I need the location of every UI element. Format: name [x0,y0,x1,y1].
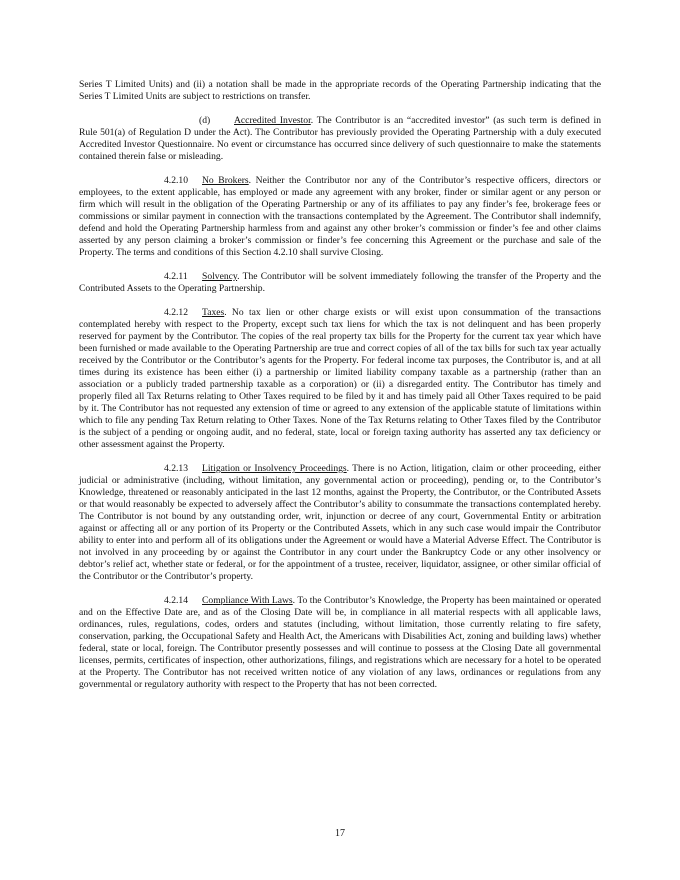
paragraph-4-2-12 [79,307,601,451]
section-heading: Taxes [202,307,225,318]
paragraph-4-2-11 [79,271,601,295]
section-text: . To the Contributor’s Knowledge, the Property has been maintained or operated and on the Effective Date are, and as of the Closing Date will be, in compliance in all material respects with all applicable laws, ordinances, rules, regulations, codes, orders and statutes (including, without limitation, those currently relating to fire safety, conservation, parking, the Occupational Safety and Health Act, the Americans with Disabilities Act, zoning and building laws) whether federal, state or local, foreign. The Contributor presently possesses and will continue to possess at the Closing Date all governmental licenses, permits, certificates of inspection, other authorizations, filings, and registrations which are necessary for a hotel to be operated at the Property. The Contributor has not received written notice of any violation of any laws, ordinances or regulations from any governmental or regulatory authority with respect to the Property that has not been corrected. [79,595,602,690]
section-number: 4.2.10 [164,175,188,186]
paragraph-accredited-investor [79,115,601,163]
section-text: . The Contributor is an “accredited investor” (as such term is defined in Rule 501(a) of Regulation D under the Act). The Contributor has previously provided the Operating Partnership with a duly executed Accredited Investor Questionnaire. No event or circumstance has occurred since delivery of such questionnaire to make the statements contained therein false or misleading. [79,115,601,162]
section-number: (d) [199,115,211,126]
section-text: . There is no Action, litigation, claim or other proceeding, either judicial or administrative (including, without limitation, any governmental action or proceeding), pending or, to the Contributor’s Knowledge, threatened or reasonably anticipated in the last 12 months, against the Property, the Contributor, or the Contributed Assets or that would reasonably be expected to adversely affect the Contributor’s ability to consummate the transactions contemplated hereby. The Contributor is not bound by any outstanding order, writ, injunction or decree of any court, Governmental Entity or arbitration against or affecting all or any portion of its Property or the Contributed Assets, which in any such case would impair the Contributor ability to enter into and perform all of its obligations under the Agreement or would have a Material Adverse Effect. The Contributor is not involved in any proceeding by or against the Contributor in any court under the Bankruptcy Code or any other insolvency or debtor’s relief act, whether state or federal, or for the appointment of a trustee, receiver, liquidator, assignee, or other similar official of the Contributor or the Contributor’s property. [79,463,601,582]
page-number: 17 [335,828,345,839]
paragraph-4-2-10 [79,175,601,259]
section-heading: Litigation or Insolvency Proceedings [202,463,347,474]
section-heading: No Brokers [202,175,249,186]
paragraph-4-2-14 [79,595,601,691]
section-heading: Compliance With Laws [202,595,293,606]
section-heading: Solvency [202,271,238,282]
section-text: . Neither the Contributor nor any of the Contributor’s respective officers, directors or employees, to the extent applicable, has employed or made any agreement with any broker, finder or similar agent or any person or firm which will result in the obligation of the Operating Partnership or any of its affiliates to pay any finder’s fee, brokerage fees or commissions or similar payment in connection with the transactions contemplated by the Agreement. The Contributor shall indemnify, defend and hold the Operating Partnership harmless from and against any other broker’s commission or finder’s fee and other claims asserted by any person claiming a broker’s commission or finder’s fee concerning this Agreement or the purchase and sale of the Property. The terms and conditions of this Section 4.2.10 shall survive Closing. [79,175,601,258]
section-number: 4.2.13 [164,463,188,474]
section-heading: Accredited Investor [234,115,311,126]
paragraph-continuation: Series T Limited Units) and (ii) a notation shall be made in the appropriate records of the Operating Partnership indicating that the Series T Limited Units are subject to restrictions on transfer. [79,79,601,102]
section-text: . The Contributor will be solvent immediately following the transfer of the Property and the Contributed Assets to the Operating Partnership. [79,271,601,294]
section-number: 4.2.14 [164,595,188,606]
section-number: 4.2.11 [164,271,188,282]
section-number: 4.2.12 [164,307,188,318]
section-text: . No tax lien or other charge exists or will exist upon consummation of the transactions contemplated hereby with respect to the Property, except such tax liens for which the tax is not delinquent and has been properly reserved for payment by the Contributor. The copies of the real property tax bills for the Property for the current tax year which have been furnished or made available to the Operating Partnership are true and correct copies of all of the tax bills for such tax year actually received by the Contributor or the Contributor’s agents for the Property. For federal income tax purposes, the Contributor is, and at all times during its existence has been either (i) a partnership or limited liability company taxable as a partnership (rather than an association or a publicly traded partnership taxable as a corporation) or (ii) a disregarded entity. The Contributor has timely and properly filed all Tax Returns relating to Other Taxes required to be filed by it and has timely paid all Other Taxes required to be paid by it. The Contributor has not requested any extension of time or agreed to any extension of the applicable statute of limitations within which to file any pending Tax Return relating to Other Taxes. None of the Tax Returns relating to Other Taxes filed by the Contributor is the subject of a pending or ongoing audit, and no federal, state, local or foreign taxing authority has asserted any tax deficiency or other assessment against the Property. [79,307,601,450]
paragraph-4-2-13 [79,463,601,583]
